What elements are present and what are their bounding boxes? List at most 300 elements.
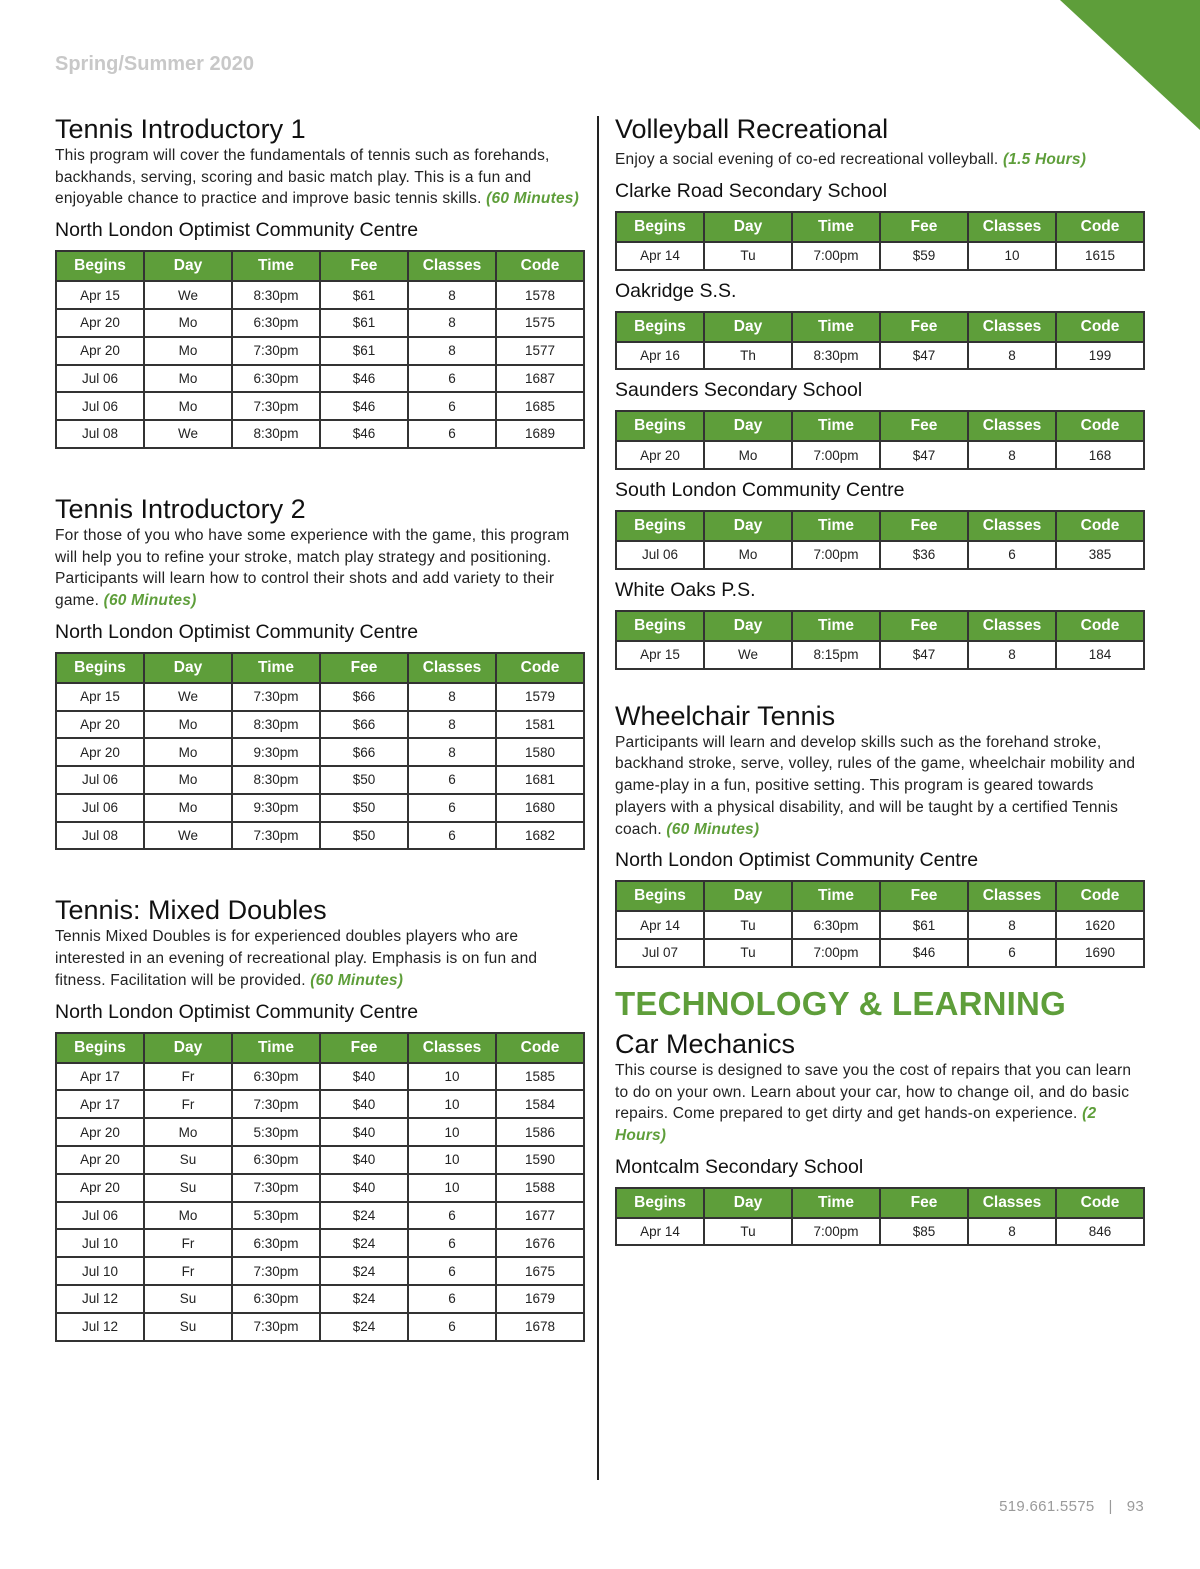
table-cell: Mo [144, 365, 232, 393]
phone-number: 519.661.5575 [999, 1498, 1095, 1515]
table-row [616, 641, 1144, 669]
column-header: Classes [968, 312, 1056, 342]
table-cell: Mo [144, 1202, 232, 1230]
column-header: Classes [408, 251, 496, 281]
column-header: Begins [56, 251, 144, 281]
table-header-row [616, 611, 1144, 641]
table-row [616, 242, 1144, 270]
table-cell: 1689 [496, 420, 584, 448]
table-cell: 6 [408, 1229, 496, 1257]
schedule-table [615, 880, 1145, 968]
table-cell: $50 [320, 794, 408, 822]
table-cell: Jul 08 [56, 420, 144, 448]
duration: (60 Minutes) [666, 820, 760, 838]
schedule-table [55, 1032, 585, 1342]
table-cell: 10 [408, 1174, 496, 1202]
column-header: Begins [616, 411, 704, 441]
page-footer [999, 1498, 1144, 1515]
table-cell: 1620 [1056, 911, 1144, 939]
description-text: This course is designed to save you the cost of repairs that you can learn to do on your own. Learn about your car, how to change oil, and do basic repairs. Come prepared to get dirty and get hands-on experience. [615, 1061, 1132, 1123]
column-header: Time [232, 1033, 320, 1063]
column-header: Time [792, 1188, 880, 1218]
program-volleyball [615, 113, 1145, 670]
column-header: Begins [616, 1188, 704, 1218]
table-cell: 168 [1056, 441, 1144, 469]
table-cell: 6:30pm [232, 1229, 320, 1257]
table-cell: $50 [320, 766, 408, 794]
table-cell: 8 [968, 342, 1056, 370]
column-header: Code [496, 1033, 584, 1063]
table-cell: Su [144, 1174, 232, 1202]
table-row [616, 342, 1144, 370]
table-cell: $61 [320, 337, 408, 365]
table-row [56, 683, 584, 711]
table-cell: 8 [968, 441, 1056, 469]
table-cell: 184 [1056, 641, 1144, 669]
table-cell: 10 [408, 1090, 496, 1118]
table-header-row [56, 1033, 584, 1063]
duration: (2 Hours) [615, 1105, 1097, 1144]
table-cell: Apr 15 [56, 683, 144, 711]
table-cell: 9:30pm [232, 738, 320, 766]
table-cell: $85 [880, 1218, 968, 1246]
table-row [56, 766, 584, 794]
column-header: Code [1056, 312, 1144, 342]
table-cell: Th [704, 342, 792, 370]
table-row [56, 738, 584, 766]
table-cell: Jul 08 [56, 822, 144, 850]
column-header: Fee [880, 212, 968, 242]
season-label: Spring/Summer 2020 [55, 53, 254, 75]
table-cell: 1682 [496, 822, 584, 850]
table-row [56, 309, 584, 337]
table-cell: 8:30pm [792, 342, 880, 370]
program-description [55, 525, 585, 612]
schedule-table [615, 410, 1145, 470]
table-cell: Apr 20 [56, 309, 144, 337]
table-cell: 7:30pm [232, 1090, 320, 1118]
column-header: Day [144, 1033, 232, 1063]
description-text: Enjoy a social evening of co-ed recreational volleyball. [615, 151, 999, 168]
table-cell: Apr 16 [616, 342, 704, 370]
table-cell: 1578 [496, 281, 584, 309]
column-header: Code [1056, 411, 1144, 441]
program-description [55, 926, 585, 991]
table-cell: 7:30pm [232, 1174, 320, 1202]
program-tennis-intro-1 [55, 113, 585, 449]
table-cell: 1590 [496, 1146, 584, 1174]
table-cell: 1677 [496, 1202, 584, 1230]
table-cell: Jul 06 [56, 766, 144, 794]
table-cell: $24 [320, 1285, 408, 1313]
column-header: Begins [616, 881, 704, 911]
table-cell: $47 [880, 441, 968, 469]
program-title: Tennis: Mixed Doubles [55, 895, 327, 926]
table-cell: Apr 20 [616, 441, 704, 469]
column-divider [597, 116, 599, 1480]
table-cell: 6:30pm [792, 911, 880, 939]
table-row [56, 822, 584, 850]
program-description [615, 732, 1145, 841]
location-heading: North London Optimist Community Centre [55, 219, 419, 242]
table-cell: Apr 17 [56, 1090, 144, 1118]
page-number: 93 [1126, 1498, 1144, 1515]
table-cell: $36 [880, 541, 968, 569]
table-cell: $24 [320, 1313, 408, 1341]
table-cell: Jul 06 [56, 794, 144, 822]
program-title: Car Mechanics [615, 1028, 796, 1059]
table-cell: 6 [408, 1285, 496, 1313]
column-header: Classes [968, 212, 1056, 242]
column-header: Time [792, 881, 880, 911]
table-cell: 8:30pm [232, 281, 320, 309]
table-cell: Jul 06 [56, 392, 144, 420]
table-cell: 7:00pm [792, 242, 880, 270]
table-cell: Mo [144, 738, 232, 766]
table-cell: $46 [320, 420, 408, 448]
table-cell: 1577 [496, 337, 584, 365]
table-cell: Apr 14 [616, 1218, 704, 1246]
table-cell: 6 [408, 365, 496, 393]
table-cell: Jul 12 [56, 1313, 144, 1341]
column-header: Time [792, 511, 880, 541]
table-cell: 6:30pm [232, 309, 320, 337]
column-header: Day [144, 653, 232, 683]
table-cell: 1575 [496, 309, 584, 337]
table-cell: $61 [320, 281, 408, 309]
table-cell: 6 [408, 794, 496, 822]
table-cell: Mo [144, 794, 232, 822]
table-cell: Fr [144, 1257, 232, 1285]
column-header: Classes [968, 611, 1056, 641]
program-car-mechanics [615, 1028, 1145, 1247]
duration: (1.5 Hours) [1002, 151, 1087, 168]
table-cell: Jul 10 [56, 1257, 144, 1285]
table-cell: 1676 [496, 1229, 584, 1257]
location-heading: North London Optimist Community Centre [615, 849, 979, 872]
table-cell: 9:30pm [232, 794, 320, 822]
location-heading: Saunders Secondary School [615, 379, 863, 402]
table-cell: 10 [968, 242, 1056, 270]
table-cell: $24 [320, 1202, 408, 1230]
table-cell: We [144, 281, 232, 309]
program-title: Tennis Introductory 1 [55, 114, 306, 144]
table-cell: Jul 06 [56, 365, 144, 393]
column-header: Begins [616, 511, 704, 541]
table-cell: Tu [704, 1218, 792, 1246]
table-cell: 8 [408, 738, 496, 766]
table-cell: 8 [408, 337, 496, 365]
table-cell: $47 [880, 641, 968, 669]
table-row [56, 1229, 584, 1257]
program-description [615, 149, 1145, 171]
table-cell: 7:00pm [792, 1218, 880, 1246]
program-title: Wheelchair Tennis [615, 700, 836, 731]
table-cell: 6:30pm [232, 1285, 320, 1313]
table-cell: 6 [968, 939, 1056, 967]
table-cell: Apr 14 [616, 242, 704, 270]
table-cell: Apr 20 [56, 1118, 144, 1146]
category-heading: TECHNOLOGY & LEARNING [615, 984, 1066, 1022]
table-cell: 6 [968, 541, 1056, 569]
location-heading: Montcalm Secondary School [615, 1155, 864, 1178]
table-cell: 846 [1056, 1218, 1144, 1246]
table-cell: Fr [144, 1229, 232, 1257]
column-header: Time [232, 251, 320, 281]
column-header: Day [704, 881, 792, 911]
table-cell: $59 [880, 242, 968, 270]
table-cell: Mo [144, 392, 232, 420]
column-header: Code [1056, 212, 1144, 242]
table-cell: Mo [144, 337, 232, 365]
table-cell: Tu [704, 242, 792, 270]
table-cell: 6 [408, 420, 496, 448]
table-header-row [616, 312, 1144, 342]
column-header: Begins [56, 653, 144, 683]
column-header: Day [144, 251, 232, 281]
table-cell: 8 [968, 641, 1056, 669]
table-cell: $61 [320, 309, 408, 337]
column-header: Classes [968, 1188, 1056, 1218]
table-cell: Apr 17 [56, 1063, 144, 1091]
table-row [616, 541, 1144, 569]
table-cell: 1681 [496, 766, 584, 794]
column-header: Fee [880, 881, 968, 911]
table-cell: 7:00pm [792, 541, 880, 569]
table-cell: 1685 [496, 392, 584, 420]
table-cell: $24 [320, 1257, 408, 1285]
table-cell: 8 [408, 281, 496, 309]
table-cell: $40 [320, 1118, 408, 1146]
table-cell: 6 [408, 392, 496, 420]
table-cell: 10 [408, 1063, 496, 1091]
table-row [56, 337, 584, 365]
table-cell: $66 [320, 683, 408, 711]
table-cell: Apr 14 [616, 911, 704, 939]
table-cell: Tu [704, 939, 792, 967]
table-row [56, 1285, 584, 1313]
table-cell: We [144, 420, 232, 448]
table-cell: $47 [880, 342, 968, 370]
table-row [56, 794, 584, 822]
table-cell: 1675 [496, 1257, 584, 1285]
table-cell: 5:30pm [232, 1118, 320, 1146]
table-cell: 8 [408, 711, 496, 739]
table-cell: $40 [320, 1146, 408, 1174]
column-header: Code [1056, 511, 1144, 541]
table-cell: 1615 [1056, 242, 1144, 270]
column-header: Day [704, 511, 792, 541]
column-header: Classes [408, 1033, 496, 1063]
table-cell: 1687 [496, 365, 584, 393]
column-header: Begins [616, 312, 704, 342]
column-header: Code [1056, 881, 1144, 911]
column-header: Code [496, 251, 584, 281]
column-header: Time [792, 411, 880, 441]
table-row [56, 1146, 584, 1174]
table-cell: 1680 [496, 794, 584, 822]
table-cell: Su [144, 1146, 232, 1174]
location-heading: White Oaks P.S. [615, 578, 756, 601]
table-cell: $24 [320, 1229, 408, 1257]
program-description [615, 1060, 1145, 1147]
table-header-row [616, 511, 1144, 541]
table-cell: 6 [408, 1313, 496, 1341]
table-cell: Fr [144, 1063, 232, 1091]
description-text: Tennis Mixed Doubles is for experienced doubles players who are interested in an evening of recreational play. Emphasis is on fun and fitness. Facilitation will be provided. [55, 928, 538, 989]
table-cell: We [144, 822, 232, 850]
column-header: Day [704, 212, 792, 242]
table-cell: 8:30pm [232, 766, 320, 794]
table-cell: 8 [968, 1218, 1056, 1246]
column-header: Fee [320, 653, 408, 683]
table-cell: $66 [320, 738, 408, 766]
table-cell: We [144, 683, 232, 711]
column-header: Fee [880, 411, 968, 441]
location-heading: South London Community Centre [615, 479, 905, 502]
description-text: Participants will learn and develop skills such as the forehand stroke, backhand stroke, serve, volley, rules of the game, wheelchair mobility and game-play in a fun, positive setting. This program is geared towards players with a physical disability, and will be taught by a certified Tennis coach. [615, 733, 1136, 838]
table-cell: 10 [408, 1118, 496, 1146]
schedule-table [615, 1187, 1145, 1247]
table-row [56, 711, 584, 739]
duration: (60 Minutes) [310, 971, 404, 989]
program-mixed-doubles [55, 894, 585, 1341]
table-cell: Mo [144, 309, 232, 337]
table-cell: 7:30pm [232, 1257, 320, 1285]
table-header-row [616, 881, 1144, 911]
table-cell: 6 [408, 766, 496, 794]
column-header: Begins [56, 1033, 144, 1063]
table-cell: Jul 07 [616, 939, 704, 967]
table-cell: Mo [704, 541, 792, 569]
table-cell: Su [144, 1313, 232, 1341]
column-header: Fee [880, 611, 968, 641]
location-heading: North London Optimist Community Centre [55, 620, 419, 643]
footer-separator: | [1108, 1498, 1113, 1515]
table-cell: Jul 12 [56, 1285, 144, 1313]
table-cell: 1579 [496, 683, 584, 711]
table-cell: 6:30pm [232, 365, 320, 393]
table-row [56, 1257, 584, 1285]
schedule-table [615, 211, 1145, 271]
table-row [616, 939, 1144, 967]
table-row [616, 441, 1144, 469]
table-cell: 10 [408, 1146, 496, 1174]
schedule-table [615, 311, 1145, 371]
table-cell: $40 [320, 1174, 408, 1202]
table-cell: $66 [320, 711, 408, 739]
table-header-row [616, 1188, 1144, 1218]
table-cell: Apr 20 [56, 711, 144, 739]
program-title: Volleyball Recreational [615, 114, 889, 144]
table-cell: Fr [144, 1090, 232, 1118]
table-header-row [616, 411, 1144, 441]
column-header: Time [792, 312, 880, 342]
table-cell: 7:00pm [792, 939, 880, 967]
table-row [56, 365, 584, 393]
table-row [56, 1202, 584, 1230]
schedule-table [615, 510, 1145, 570]
table-cell: Apr 15 [616, 641, 704, 669]
table-cell: 1585 [496, 1063, 584, 1091]
table-cell: 8:15pm [792, 641, 880, 669]
schedule-table [55, 250, 585, 449]
table-cell: 6:30pm [232, 1146, 320, 1174]
table-cell: Tu [704, 911, 792, 939]
table-cell: 1690 [1056, 939, 1144, 967]
corner-accent [1060, 0, 1200, 130]
table-row [56, 1090, 584, 1118]
table-header-row [616, 212, 1144, 242]
table-cell: Mo [704, 441, 792, 469]
table-cell: 7:30pm [232, 392, 320, 420]
description-text: This program will cover the fundamentals of tennis such as forehands, backhands, serving, scoring and basic match play. This is a fun and enjoyable chance to practice and improve basic tennis skills. [55, 147, 550, 208]
location-heading: Clarke Road Secondary School [615, 179, 888, 202]
column-header: Code [496, 653, 584, 683]
table-cell: 7:30pm [232, 337, 320, 365]
program-description [55, 145, 585, 210]
table-cell: 7:00pm [792, 441, 880, 469]
table-header-row [56, 653, 584, 683]
column-header: Code [1056, 611, 1144, 641]
column-header: Fee [320, 251, 408, 281]
table-cell: Apr 20 [56, 1146, 144, 1174]
column-header: Classes [968, 881, 1056, 911]
table-cell: 1586 [496, 1118, 584, 1146]
column-header: Day [704, 611, 792, 641]
table-cell: 6:30pm [232, 1063, 320, 1091]
column-header: Fee [880, 511, 968, 541]
table-cell: Apr 20 [56, 738, 144, 766]
table-cell: $40 [320, 1090, 408, 1118]
table-cell: 8:30pm [232, 711, 320, 739]
table-row [56, 1118, 584, 1146]
location-heading: North London Optimist Community Centre [55, 1000, 419, 1023]
column-header: Classes [968, 411, 1056, 441]
left-column [55, 113, 585, 1342]
column-header: Day [704, 312, 792, 342]
column-header: Code [1056, 1188, 1144, 1218]
table-cell: 199 [1056, 342, 1144, 370]
table-cell: Apr 20 [56, 337, 144, 365]
table-cell: 385 [1056, 541, 1144, 569]
column-header: Time [232, 653, 320, 683]
column-header: Classes [408, 653, 496, 683]
table-cell: Jul 10 [56, 1229, 144, 1257]
table-cell: $46 [320, 392, 408, 420]
table-cell: 1581 [496, 711, 584, 739]
table-cell: Apr 20 [56, 1174, 144, 1202]
table-row [56, 1063, 584, 1091]
table-cell: $50 [320, 822, 408, 850]
schedule-table [615, 610, 1145, 670]
table-cell: 1678 [496, 1313, 584, 1341]
table-cell: Su [144, 1285, 232, 1313]
table-cell: 1584 [496, 1090, 584, 1118]
column-header: Classes [968, 511, 1056, 541]
table-header-row [56, 251, 584, 281]
table-cell: 8:30pm [232, 420, 320, 448]
table-cell: Mo [144, 766, 232, 794]
table-cell: 6 [408, 1257, 496, 1285]
table-cell: 5:30pm [232, 1202, 320, 1230]
duration: (60 Minutes) [103, 592, 197, 609]
table-cell: $46 [320, 365, 408, 393]
table-cell: We [704, 641, 792, 669]
table-cell: $61 [880, 911, 968, 939]
column-header: Begins [616, 212, 704, 242]
table-row [56, 1313, 584, 1341]
